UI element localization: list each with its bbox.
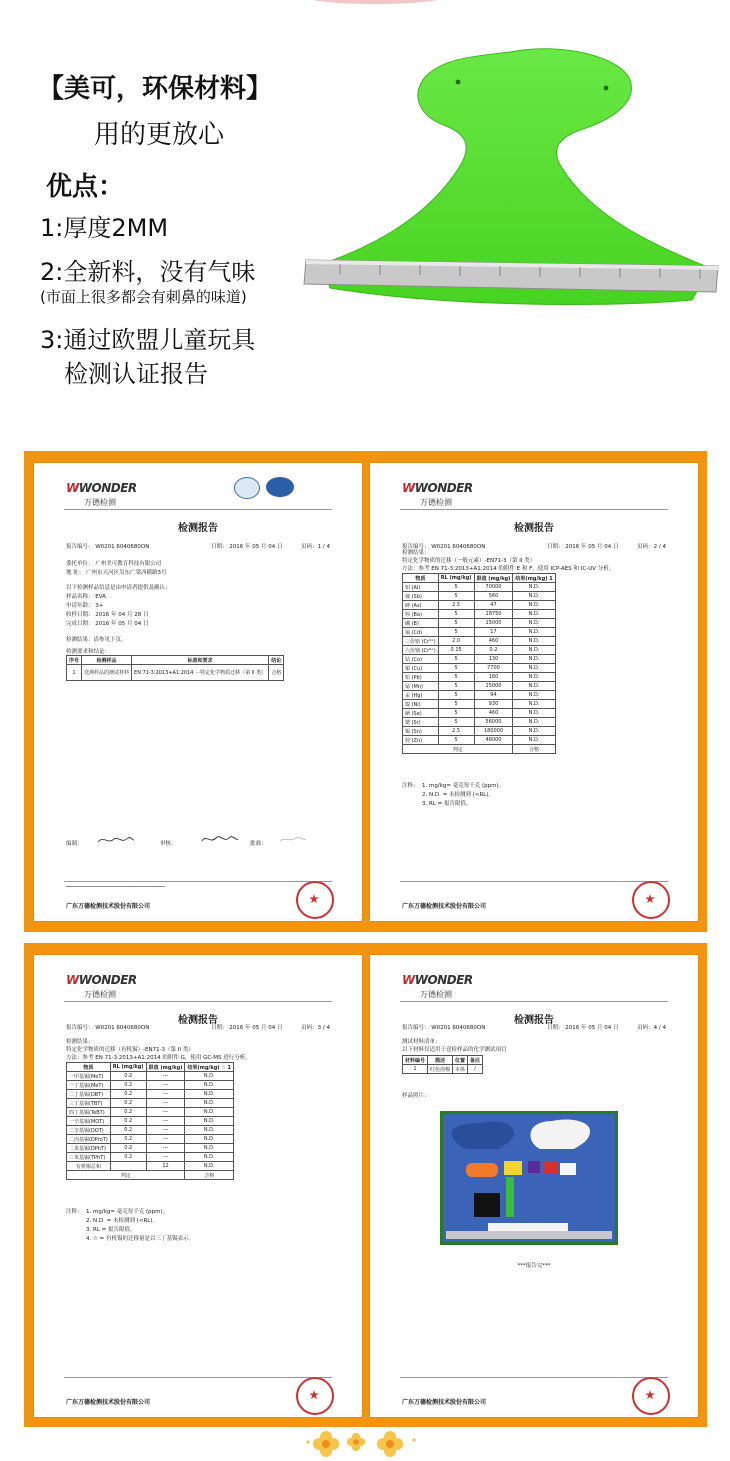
col-location: 位置 [453, 1056, 468, 1065]
table-cell: N.D. [185, 1072, 234, 1081]
table-cell: 930 [474, 700, 513, 709]
sample-purple [528, 1161, 540, 1173]
official-seal-icon [296, 1377, 334, 1415]
table-cell: --- [146, 1108, 185, 1117]
signature-approved [278, 833, 308, 845]
table-cell: 0.2 [474, 646, 513, 655]
table-cell: N.D. [513, 700, 555, 709]
table-cell: 0.2 [110, 1099, 146, 1108]
table-cell: 0.2 [110, 1081, 146, 1090]
col-remark: 备注 [468, 1056, 483, 1065]
table-cell: N.D. [513, 610, 555, 619]
sample-yellow [504, 1161, 522, 1175]
table-row [67, 1135, 234, 1144]
table-cell: N.D. [185, 1144, 234, 1153]
table-row [403, 655, 556, 664]
table-cell: 镍 (Ni) [403, 700, 439, 709]
report-number: 报告编号： W0201 6040680ON [66, 544, 150, 550]
sample-white-block [560, 1163, 576, 1175]
table-row [403, 673, 556, 682]
table-cell: N.D. [513, 628, 555, 637]
report-page-4 [370, 955, 698, 1417]
table-cell: 0.2 [110, 1135, 146, 1144]
page-number: 页码：4 / 4 [637, 1025, 666, 1031]
sample-age: 申请年龄： 3+ [66, 603, 104, 609]
report-meta [66, 1023, 330, 1031]
table-row [67, 1171, 234, 1180]
result-label: 检测结果：请参见下页。 [66, 637, 127, 643]
sample-green-strip [506, 1177, 514, 1217]
test-method: 方法：参考 EN 71-3:2013+A1:2014 的附件 G，使用 GC-MS 进行分析。 [66, 1055, 251, 1061]
verdict-value: 合格 [513, 745, 555, 754]
table-cell: 0.2 [110, 1108, 146, 1117]
wonder-logo-sub: 万德检测 [84, 498, 116, 507]
ilac-mra-icon [234, 477, 260, 499]
verdict-label: 判定 [67, 1171, 185, 1180]
flower-icon [313, 1431, 339, 1457]
table-cell: --- [146, 1135, 185, 1144]
decorative-flowers [300, 1428, 430, 1460]
report-number: 报告编号： W0201 6040680ON [402, 1025, 486, 1031]
table-cell: N.D. [513, 655, 555, 664]
table-cell: 四丁基锡(TeBT) [67, 1108, 111, 1117]
table-row [403, 637, 556, 646]
table-cell: 94 [474, 691, 513, 700]
table-cell: 5 [438, 718, 474, 727]
col-material-no: 材料编号 [403, 1056, 428, 1065]
notes-label: 注释： [402, 783, 419, 789]
header-rule [64, 1001, 332, 1002]
table-row [403, 682, 556, 691]
flower-icon [347, 1433, 365, 1451]
table-cell: 镉 (Cd) [403, 628, 439, 637]
report-meta [402, 1023, 666, 1031]
table-cell: N.D. [513, 637, 555, 646]
table-cell: N.D. [513, 736, 555, 745]
result-label: 检测结果： [402, 550, 430, 556]
hero-subtitle: 用的更放心 [94, 120, 225, 150]
table-cell: 5 [438, 628, 474, 637]
table-cell: N.D. [513, 664, 555, 673]
table-cell: 7700 [474, 664, 513, 673]
report-date: 日期： 2016 年 05 月 04 日 [547, 544, 619, 550]
report-page-1 [34, 463, 362, 921]
advantages-heading: 优点： [46, 172, 125, 202]
advantage-2-note: (市面上很多都会有刺鼻的味道) [40, 288, 247, 306]
foam-product-image [300, 38, 730, 328]
table-cell: 二丁基锡(DBT) [67, 1090, 111, 1099]
sample-red [544, 1161, 558, 1173]
table-cell: N.D. [513, 718, 555, 727]
wonder-logo: WWONDER [402, 973, 473, 987]
completed-date: 完成日期： 2016 年 05 月 04 日 [66, 621, 149, 627]
table-row [403, 745, 556, 754]
table-cell: 一甲基锡(MeT) [67, 1072, 111, 1081]
table-cell: 15000 [474, 682, 513, 691]
table-row [67, 1162, 234, 1171]
table-cell: 5 [438, 583, 474, 592]
table-row [403, 583, 556, 592]
table-cell: 5 [438, 691, 474, 700]
table-cell: --- [146, 1081, 185, 1090]
material-table [402, 1055, 483, 1074]
table-cell: 六价铬 (Cr⁶⁺) [403, 646, 439, 655]
table-cell: 锑 (Sb) [403, 592, 439, 601]
table-cell: N.D. [185, 1135, 234, 1144]
table-cell: --- [146, 1153, 185, 1162]
official-seal-icon [296, 881, 334, 919]
note-4: 4. ☆ = 有机锡的迁移量是以三丁基锡表示。 [86, 1236, 195, 1242]
received-date: 收样日期： 2016 年 04 月 28 日 [66, 612, 149, 618]
table-cell: 47 [474, 601, 513, 610]
col-rl: RL (mg/kg) [110, 1063, 146, 1072]
header-rule [400, 1001, 668, 1002]
client: 委托单位： 广州美可教育科技有限公司 [66, 561, 162, 567]
table-row [403, 727, 556, 736]
table-cell: 二丙基锡(DProT) [67, 1135, 111, 1144]
table-cell: 560 [474, 592, 513, 601]
page-number: 页码：1 / 4 [301, 544, 330, 550]
table-row [67, 1081, 234, 1090]
table-cell: 160 [474, 673, 513, 682]
table-cell: --- [146, 1117, 185, 1126]
signer-compiled: 编制： [66, 841, 83, 847]
table-cell: 130 [474, 655, 513, 664]
test-description: 特定化学物质的迁移（一般元素）-EN71-3（第 II 类） [402, 558, 536, 564]
table-cell: 5 [438, 682, 474, 691]
table-cell: N.D. [185, 1153, 234, 1162]
report-number: 报告编号： W0201 6040680ON [66, 1025, 150, 1031]
table-cell: 铜 (Cu) [403, 664, 439, 673]
table-cell: 三苯基锡(TPhT) [67, 1153, 111, 1162]
table-cell: 锰 (Mn) [403, 682, 439, 691]
table-row [403, 610, 556, 619]
report-date: 日期： 2016 年 05 月 04 日 [211, 1025, 283, 1031]
table-cell: 460 [474, 637, 513, 646]
company-name: 广东万德检测技术股份有限公司 [66, 903, 151, 910]
report-number: 报告编号： W0201 6040680ON [402, 544, 486, 550]
company-name: 广东万德检测技术股份有限公司 [402, 1399, 487, 1406]
table-cell: --- [146, 1072, 185, 1081]
test-description: 特定化学物质的迁移（有机锡）-EN71-3（第 II 类） [66, 1047, 194, 1053]
table-row [67, 1153, 234, 1162]
table-cell: N.D. [185, 1099, 234, 1108]
sample-intro: 以下检测样品信息是由申请者提供及确认： [66, 585, 171, 591]
footer-fine-print: ━━━━━━━━━━━━━━━━━━━━━━━━━━━━━━━━━━━━━━━━━ [66, 884, 165, 889]
report-date: 日期： 2016 年 05 月 04 日 [547, 1025, 619, 1031]
table-cell: N.D. [185, 1090, 234, 1099]
table-row [67, 1117, 234, 1126]
report-title: 检测报告 [514, 1015, 554, 1026]
table-cell: 铅 (Pb) [403, 673, 439, 682]
table-cell: N.D. [513, 682, 555, 691]
sample-black-sheet [474, 1193, 500, 1217]
table-cell: N.D. [513, 592, 555, 601]
sample-photo [440, 1111, 618, 1245]
note-1: 1. mg/kg= 毫克每千克 (ppm)。 [422, 783, 505, 789]
table-cell: N.D. [513, 691, 555, 700]
table-cell: 二辛基锡(DOT) [67, 1126, 111, 1135]
footer-rule [400, 1377, 668, 1378]
table-cell: N.D. [513, 583, 555, 592]
table-cell: --- [146, 1090, 185, 1099]
report-date: 日期： 2016 年 05 月 04 日 [211, 544, 283, 550]
report-meta [402, 542, 666, 550]
col-result: 结果(mg/kg) ☆ 1 [185, 1063, 234, 1072]
table-row [403, 709, 556, 718]
table-cell: 锌 (Zn) [403, 736, 439, 745]
company-name: 广东万德检测技术股份有限公司 [402, 903, 487, 910]
material-list-label: 测试材料清单： [402, 1039, 441, 1045]
table-row [403, 718, 556, 727]
table-row [403, 736, 556, 745]
report-page-2 [370, 463, 698, 921]
foam-hole-left [456, 80, 461, 85]
table-cell: N.D. [513, 646, 555, 655]
report-title: 检测报告 [514, 523, 554, 534]
hero-title: 【美可，环保材料】 [38, 74, 273, 104]
table-cell: 5 [438, 736, 474, 745]
table-cell: N.D. [513, 727, 555, 736]
table-cell: 46000 [474, 736, 513, 745]
organotin-table [66, 1062, 234, 1180]
report-title: 检测报告 [178, 523, 218, 534]
col-substance: 物质 [403, 574, 439, 583]
sample-white-shape [530, 1119, 590, 1149]
table-cell: 0.15 [438, 646, 474, 655]
advantage-2: 2:全新料，没有气味 [40, 258, 256, 286]
verdict-value: 合格 [185, 1171, 234, 1180]
table-row [403, 628, 556, 637]
table-cell [110, 1162, 146, 1171]
note-2: 2. N.D. = 未检测到 (<RL)。 [86, 1218, 158, 1224]
table-row [67, 1090, 234, 1099]
sample-blue-shape [452, 1121, 514, 1149]
test-method: 方法：参考 EN 71-3:2013+A1:2014 的附件 E 和 F，使用 ICP-AES 和 IC-UV 分析。 [402, 566, 615, 572]
table-cell: 硼 (B) [403, 619, 439, 628]
official-seal-icon [632, 1377, 670, 1415]
page-number: 页码：3 / 4 [301, 1025, 330, 1031]
table-cell: N.D. [185, 1081, 234, 1090]
table-row [67, 1108, 234, 1117]
dot-icon [412, 1438, 415, 1441]
table-row: 1 红色泡棉 本体 / [403, 1065, 483, 1074]
col-conclusion: 结论 [269, 656, 284, 665]
table-cell: 0.2 [110, 1144, 146, 1153]
table-cell: 17 [474, 628, 513, 637]
col-description: 描述 [428, 1056, 453, 1065]
table-cell: 5 [438, 709, 474, 718]
table-cell: 0.2 [110, 1153, 146, 1162]
table-row [67, 1144, 234, 1153]
table-cell: 0.2 [110, 1072, 146, 1081]
report-end: ***报告完*** [517, 1263, 551, 1269]
wonder-logo: WWONDER [66, 481, 137, 495]
table-cell: 0.2 [110, 1117, 146, 1126]
table-cell: N.D. [185, 1117, 234, 1126]
table-cell: 180000 [474, 727, 513, 736]
wonder-logo: WWONDER [402, 481, 473, 495]
table-cell: 18750 [474, 610, 513, 619]
client-address: 地 址： 广州市天河区吴东广棠西横路3号 [66, 570, 167, 576]
table-row [403, 700, 556, 709]
col-standard: 标准和要求 [132, 656, 269, 665]
advantage-3: 3:通过欧盟儿童玩具 [40, 326, 256, 354]
table-cell: 5 [438, 592, 474, 601]
table-row [403, 664, 556, 673]
summary-label: 检测要求和结论： [66, 649, 111, 655]
table-cell: 0.2 [110, 1126, 146, 1135]
col-rl: RL (mg/kg) [438, 574, 474, 583]
table-cell: 12 [146, 1162, 185, 1171]
table-cell: 汞 (Hg) [403, 691, 439, 700]
sample-name: 样品名称： EVA [66, 594, 106, 600]
table-row [67, 1099, 234, 1108]
report-title: 检测报告 [178, 1015, 218, 1026]
signer-reviewed: 审核： [160, 841, 177, 847]
table-cell: 5 [438, 700, 474, 709]
foam-hole-right [604, 86, 609, 91]
table-cell: 钴 (Co) [403, 655, 439, 664]
sample-orange [466, 1163, 498, 1177]
col-limit: 限值 (mg/kg) [474, 574, 513, 583]
col-result: 结果(mg/kg) 1 [513, 574, 555, 583]
col-sample: 检测样品 [82, 656, 132, 665]
wonder-logo-sub: 万德检测 [420, 990, 452, 999]
table-cell: 70000 [474, 583, 513, 592]
page-number: 页码：2 / 4 [637, 544, 666, 550]
photo-label: 样品照片： [402, 1093, 430, 1099]
table-row: 1 送测样品的测试材料 EN 71-3:2013+A1:2014 －特定化学物质迁移（第 II 类） 合格 [67, 665, 284, 681]
flower-icon [377, 1431, 403, 1457]
table-cell: 铝 (Al) [403, 583, 439, 592]
table-cell: 一辛基锡(MOT) [67, 1117, 111, 1126]
signer-approved: 批准： [250, 841, 267, 847]
table-cell: 460 [474, 709, 513, 718]
advantage-3-cont: 检测认证报告 [64, 360, 208, 388]
table-cell: 15000 [474, 619, 513, 628]
table-cell: 硒 (Se) [403, 709, 439, 718]
company-name: 广东万德检测技术股份有限公司 [66, 1399, 151, 1406]
table-cell: N.D. [513, 601, 555, 610]
note-3: 3. RL = 报告限值。 [86, 1227, 136, 1233]
table-row [67, 1126, 234, 1135]
notes-label: 注释： [66, 1209, 83, 1215]
table-row [403, 601, 556, 610]
header-rule [64, 509, 332, 510]
table-cell: N.D. [513, 673, 555, 682]
table-cell: 5 [438, 619, 474, 628]
cnas-icon [266, 477, 294, 497]
official-seal-icon [632, 881, 670, 919]
table-cell: --- [146, 1144, 185, 1153]
table-cell: --- [146, 1099, 185, 1108]
summary-table [66, 655, 284, 681]
table-cell: 锶 (Sr) [403, 718, 439, 727]
col-limit: 限值 (mg/kg) [146, 1063, 185, 1072]
table-row [403, 646, 556, 655]
table-cell: 三价铬 (Cr³⁺) [403, 637, 439, 646]
table-cell: 砷 (As) [403, 601, 439, 610]
table-cell: 5 [438, 673, 474, 682]
report-meta [66, 542, 330, 550]
verdict-label: 判定 [403, 745, 513, 754]
dot-icon [306, 1440, 309, 1443]
note-1: 1. mg/kg= 毫克每千克 (ppm)。 [86, 1209, 169, 1215]
result-label: 检测结果： [66, 1039, 94, 1045]
report-page-3 [34, 955, 362, 1417]
table-cell: 2.5 [438, 727, 474, 736]
col-substance: 物质 [67, 1063, 111, 1072]
footer-rule [64, 1377, 332, 1378]
sample-ruler [446, 1231, 612, 1239]
wonder-logo: WWONDER [66, 973, 137, 987]
table-cell: 一丁基锡(MeT) [67, 1081, 111, 1090]
elements-table [402, 573, 556, 754]
table-cell: 5 [438, 664, 474, 673]
table-cell: 2.5 [438, 601, 474, 610]
table-cell: N.D. [185, 1108, 234, 1117]
table-cell: 二苯基锡(DPhT) [67, 1144, 111, 1153]
header-rule [400, 509, 668, 510]
note-3: 3. RL = 报告限值。 [422, 801, 472, 807]
footer-rule [64, 881, 332, 882]
wonder-logo-sub: 万德检测 [420, 498, 452, 507]
table-cell: N.D. [185, 1126, 234, 1135]
note-2: 2. N.D. = 未检测到 (<RL)。 [422, 792, 494, 798]
material-list-desc: 以下材料仅适用于送检样品的化学测试项目 [402, 1047, 507, 1053]
col-index: 序号 [67, 656, 82, 665]
table-row [403, 691, 556, 700]
table-cell: --- [146, 1126, 185, 1135]
footer-rule [400, 881, 668, 882]
table-cell: N.D. [513, 709, 555, 718]
table-cell: 5 [438, 610, 474, 619]
wonder-logo-sub: 万德检测 [84, 990, 116, 999]
table-cell: 56000 [474, 718, 513, 727]
table-cell: 钡 (Ba) [403, 610, 439, 619]
signature-compiled [96, 833, 136, 847]
table-row [403, 592, 556, 601]
table-cell: 0.2 [110, 1090, 146, 1099]
table-cell: N.D. [513, 619, 555, 628]
advantage-1: 1:厚度2MM [40, 214, 169, 242]
table-row [403, 619, 556, 628]
table-row [67, 1072, 234, 1081]
table-cell: 5 [438, 655, 474, 664]
table-cell: 锡 (Sn) [403, 727, 439, 736]
signature-reviewed [200, 831, 240, 847]
top-decoration [300, 0, 450, 4]
table-cell: 2.0 [438, 637, 474, 646]
table-cell: 有机锡总和 [67, 1162, 111, 1171]
table-cell: 三丁基锡(TBT) [67, 1099, 111, 1108]
table-cell: N.D. [185, 1162, 234, 1171]
